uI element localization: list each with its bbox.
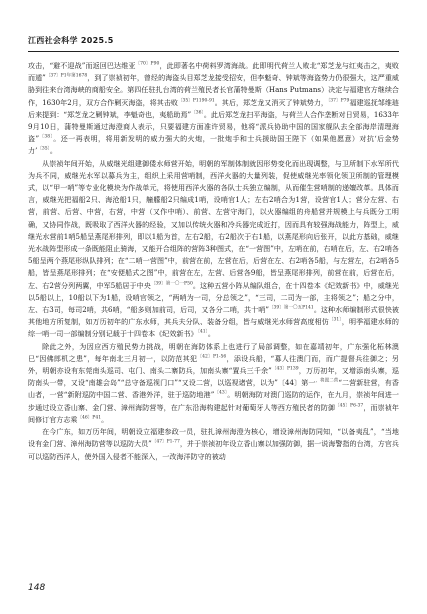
citation: 〔42〕P1-56	[197, 354, 227, 360]
text-run: 。此后郑芝龙扫平海盗，与荷兰人合作垄断对日贸易，1633年9月10日，蒲特曼斯通过海澄商人表示，只要福建方面准许贸易，他将“派兵协助中国的国家舰队去全部海岸清理海盗”	[28, 109, 400, 144]
text-run: 。	[49, 146, 57, 156]
paragraph-2	[28, 158, 399, 341]
citation: 〔31〕	[328, 317, 342, 323]
text-run: ，万历初年，又增添南头寨，巡防南头一带，又设“南雄会岛”“总守备巡视门口”“又设二营，以巡视诸营，以为”	[28, 366, 399, 388]
text-run: 福建巡抚邹维琏后来提到：“郑芝龙之剿钟斌，李魁奇也，夷船助焉”	[28, 97, 399, 119]
citation: 〔36〕	[191, 110, 204, 116]
citation: 〔45〕P6-37	[335, 403, 364, 409]
citation: 〔39〕第一〇五P141	[268, 305, 314, 311]
citation: 〔43〕P139	[271, 366, 299, 372]
text-run: 。明朝海防对澳门巡防的运作，在九月，崇祯年间进一步通过设立香山寨、金门营、漳州海防营等，在广东沿海构建起针对葡萄牙人等西方殖民者的防御	[28, 390, 400, 412]
text-run: “二营新驻营，有香山者，一营“新附巡防中国二营、香港外洋，驻于巡防地港”	[28, 378, 399, 400]
text-run: ，到了崇祯初年，曾经的海盗头目郑芝龙接受招安，但李魁奇、钟斌等海盗势力仍很强大，这严重威胁到往来台湾海峡的商船安全。第四任驻扎台湾的荷兰殖民者长官蒲特曼斯（Hans Putmans）决定与福建官方继续合作，1630年2月，双方合作剿灭海盗，将其击败	[28, 73, 399, 107]
text-run: 攻击，“避不迎战”而返回巴达维亚	[28, 61, 136, 70]
text-run: 。这种五营小阵从编队组合，在十四卷本《纪效新书》中，威继光以5船以上，10船以下为1船，设哨官领之，“两哨为一司，分总领之”，“三司，二司为一部，主将领之”；船之分中，左、右3司，每司2哨，共6哨，“船多则加前司，后司，又各分二哨，共十哨”	[28, 280, 400, 315]
citation: 〔70〕P90	[135, 61, 160, 67]
text-run: ，并于崇祯初年设立香山寨以加强防御，据一说海警指的台湾，方官兵可以巡防西洋人，使外国入侵者不能深入，一改海洋防守的被动	[28, 439, 399, 461]
text-run: ，此即著名中荷料罗湾海战。此即明代荷兰人败北“郑芝龙与红夷击之，夷败而遁”	[28, 61, 399, 83]
text-run: ，而崇祯年间修订官方志乘	[28, 402, 399, 424]
page-number: 148	[28, 583, 46, 593]
text-run: ，以防范其犯	[153, 353, 198, 363]
citation: 〔37〕P1年第1678	[45, 73, 88, 79]
text-run: ，明季福建水师的综一哨一司一部编制分别记载于十四卷本《纪效新书》	[28, 317, 400, 339]
journal-header: 江西社会科学 2025.5	[28, 36, 114, 45]
citation: 〔41〕	[197, 330, 208, 336]
article-body	[28, 60, 399, 463]
paragraph-3	[28, 341, 399, 426]
citation: ，将置二营	[315, 378, 339, 384]
citation: 〔38〕	[39, 134, 54, 140]
text-run: 。	[101, 414, 109, 424]
header-rule	[28, 51, 399, 52]
paragraph-4	[28, 426, 399, 463]
citation: 〔46〕P41	[77, 415, 102, 421]
citation: 〔47〕P1-77	[151, 439, 180, 445]
text-run: 从崇祯年间开始，从威继光组建御倭水师营开始，明朝的军制体制就因形势变化而出现调整，与卫所制下水军所代为兵不同，威继光水军以募兵为主，组织上采用营哨制，西洋火器的大量列装，促使威继光率领化领卫所制的管理模式，以“甲一哨”等专业化模块为作战单元，将使用西洋火器的各队士兵独立编制，从而催生营哨制的递嬗改革。具体而言，威继光把福船2只、海沧船1只，艟艨船2只编成1哨，设哨官1人；左右2哨合为1营，设营官1人；营分左营、右营，前营、后营、中营，右营，中营（又作中哨）、前营、左营守海门，以火器编组的舟船营并规模上与兵既分工明确，又协同作战，既吸取了西洋火器的经验，又加以传统火器和冷兵器完成近打，因而具有较强海战能力，阵型上，威继光水营前1哨5船呈燕尾形排列，即以1船为首，左右2船，右2船次于右1船，以燕尾形向后张开，以此方基础，威继光水战阵型形成一条既能阻止骑海，又能开合组阵的营阵3种图式，在“一营图”中，左哨在前，右哨在后，左、右2哨各5船呈两个燕尾形纵队排列；在“二哨一营图”中，前营在前，左营在后，后营在左、右2哨各5船，与左营左，右2哨各5船，皆呈燕尾形排列；在“安便船式之图”中，前营在左，左营、后营各9船，皆呈燕尾形排列，前营在前，后营在后，左、右2营分列两翼，中军5船居于中央	[28, 158, 399, 290]
citation: 〔39〕第一〇一P50	[150, 281, 193, 287]
citation: 〔43〕	[214, 391, 228, 397]
text-run: 。其后，郑芝龙又消灭了钟斌势力，	[214, 97, 329, 107]
text-run: 除此之外，为因应西方殖民势力挑战，明朝在海防体系上也进行了局部调整，如在嘉靖初年，广东强化柘林澳巳“因佛郎机之患”，每年南北三月初一	[28, 341, 399, 363]
text-run: ，添设兵船，“募人往澳门而，而广提督兵往御之；另外，明朝亦设有东莞南头巡司、屯门、南头二寨防兵，加南头寨“置兵三千余”	[28, 353, 399, 376]
text-run: 。	[207, 329, 215, 339]
citation: 〔35〕P1190-91	[177, 98, 215, 104]
text-run: 。还一再表明，将用新发明的威力强大的火炮，一批炮手和士兵援助国王陛下（如果他愿意）对抗‘后金势力’	[28, 134, 399, 156]
citation: 〔35〕	[37, 147, 50, 153]
text-run: 。这种水师编制形式很快被其他地方所复制，如万历初年的广东水师，其兵夫分队、装备分组，皆与威继光水师营高度相仿	[28, 305, 399, 327]
text-run: 在今广东，如万历年间，明朝设立福建参政一员，驻扎漳州海澄为核心，增设漳州海防同知，“以备夷乱”，“当地设有金门营、漳州海防营等以巡防大员”	[28, 427, 399, 449]
paragraph-1	[28, 60, 399, 158]
citation: 〔37〕P79	[328, 98, 350, 104]
text-run: 〔44〕第一	[277, 378, 316, 388]
